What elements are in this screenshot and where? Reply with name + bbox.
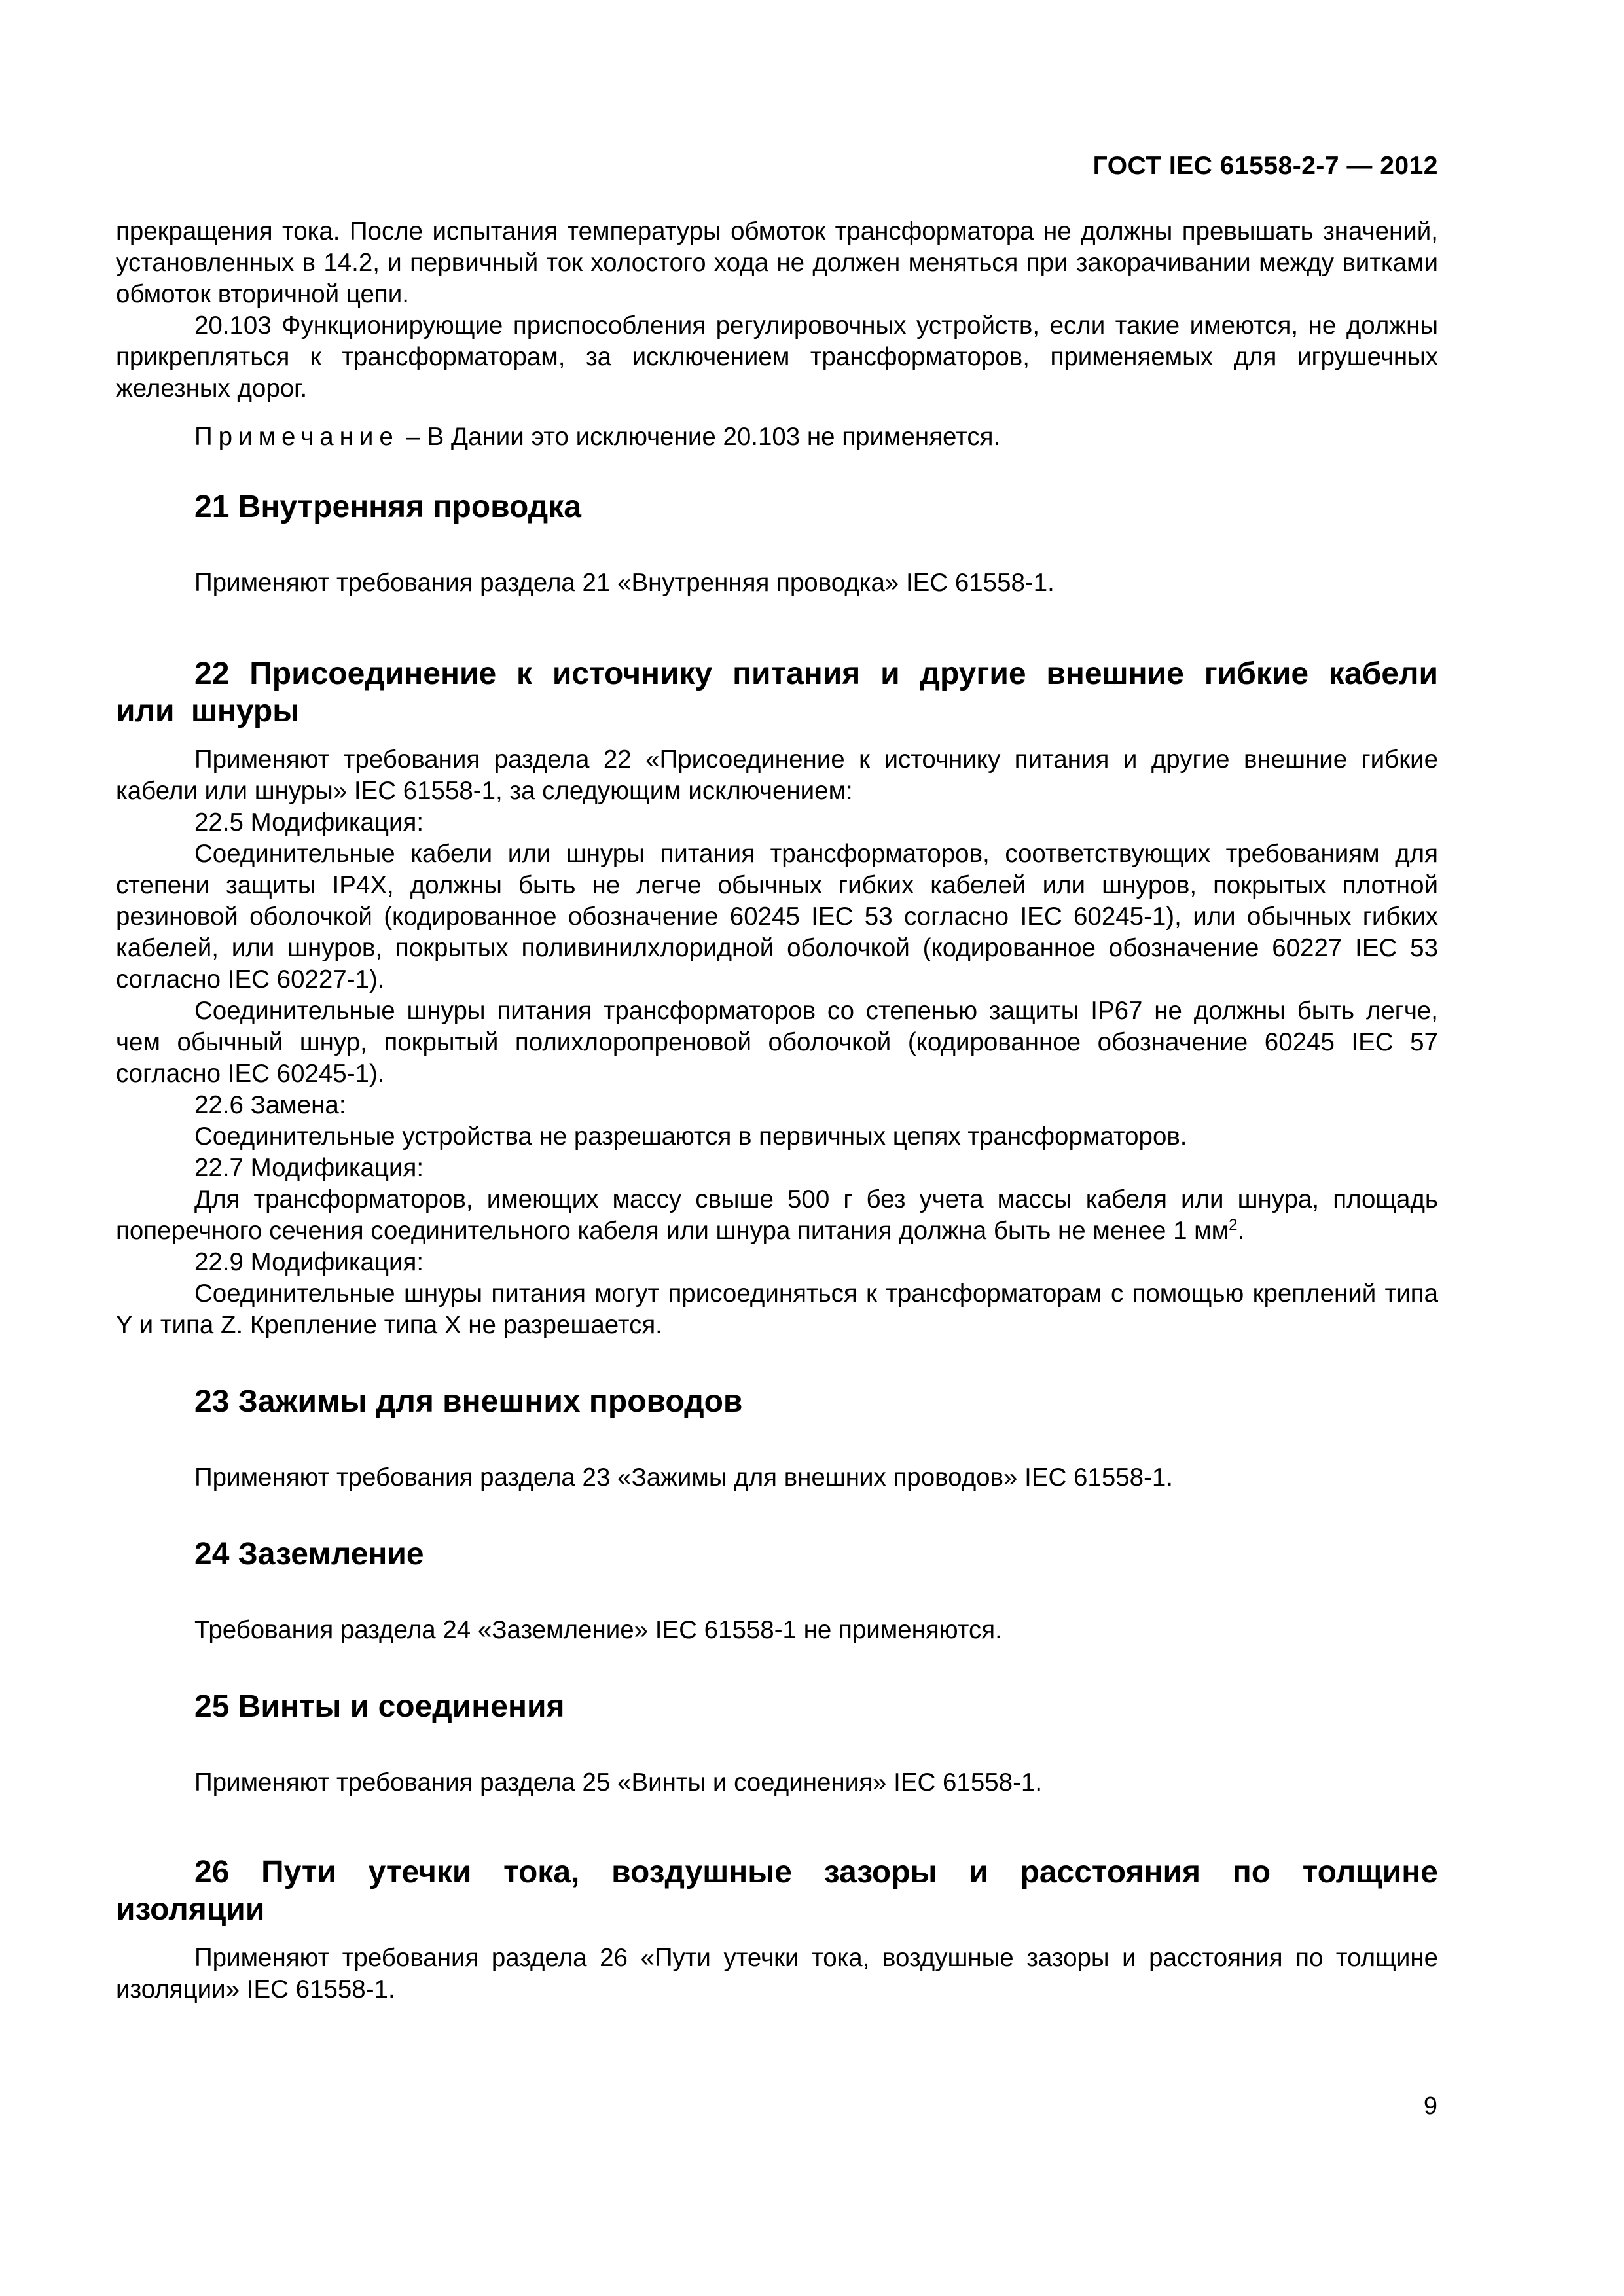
section-24-title: 24 Заземление xyxy=(194,1537,424,1571)
page-body xyxy=(116,216,1438,2005)
section-22-title: 22 Присоединение к источнику питания и другие внешние гибкие кабели или шнуры xyxy=(116,656,1438,728)
clause-22-9-paragraph: Соединительные шнуры питания могут присоединяться к трансформаторам с помощью креплений типа Y и типа Z. Крепление типа X не разрешается. xyxy=(116,1280,1438,1339)
superscript-2: 2 xyxy=(1229,1216,1238,1234)
clause-22-7-paragraph xyxy=(116,1184,1438,1247)
section-22-intro: Применяют требования раздела 22 «Присоединение к источнику питания и другие внешние гибкие кабели или шнуры» IEC 61558-1, за следующим исключением: xyxy=(116,745,1438,805)
clause-22-5-label: 22.5 Модификация: xyxy=(194,808,424,836)
section-23-title: 23 Зажимы для внешних проводов xyxy=(194,1384,743,1419)
section-26-title: 26 Пути утечки тока, воздушные зазоры и расстояния по толщине изоляции xyxy=(116,1855,1438,1927)
section-21-title: 21 Внутренняя проводка xyxy=(194,490,581,524)
document-header: ГОСТ IEC 61558-2-7 — 2012 xyxy=(1092,152,1438,180)
clause-22-7-end: . xyxy=(1237,1217,1245,1245)
clause-22-5-paragraph-1: Соединительные кабели или шнуры питания трансформаторов, соответствующих требованиям для степени защиты IP4X, должны быть не легче обычных гибких кабелей или шнуров, покрытых плотной резиновой оболочкой (кодированное обозначение 60245 IEC 53 согласно IEC 60245-1), или обычных гибких кабелей, или шнуров, покрытых поливинилхлоридной оболочкой (кодированное обозначение 60227 IEC 53 согласно IEC 60227-1). xyxy=(116,840,1438,994)
clause-22-7-label: 22.7 Модификация: xyxy=(194,1154,424,1182)
section-23-text: Применяют требования раздела 23 «Зажимы для внешних проводов» IEC 61558-1. xyxy=(194,1463,1173,1492)
note-label: Примечание xyxy=(194,423,399,451)
section-21-text: Применяют требования раздела 21 «Внутренняя проводка» IEC 61558-1. xyxy=(194,569,1055,597)
note-text: – В Дании это исключение 20.103 не применяется. xyxy=(399,423,1001,451)
clause-22-5-paragraph-2: Соединительные шнуры питания трансформаторов со степенью защиты IP67 не должны быть легче, чем обычный шнур, покрытый полихлоропреновой оболочкой (кодированное обозначение 60245 IEC 57 согласно IEC 60245-1). xyxy=(116,997,1438,1088)
paragraph-continuation: прекращения тока. После испытания температуры обмоток трансформатора не должны превышать значений, установленных в 14.2, и первичный ток холостого хода не должен меняться при закорачивании между витками обмоток вторичной цепи. xyxy=(116,217,1438,308)
section-25-title: 25 Винты и соединения xyxy=(194,1689,565,1724)
section-26-text: Применяют требования раздела 26 «Пути утечки тока, воздушные зазоры и расстояния по толщине изоляции» IEC 61558-1. xyxy=(116,1944,1438,2003)
clause-22-7-text: Для трансформаторов, имеющих массу свыше 500 г без учета массы кабеля или шнура, площадь поперечного сечения соединительного кабеля или шнура питания должна быть не менее 1 мм xyxy=(116,1185,1438,1245)
clause-22-6-label: 22.6 Замена: xyxy=(194,1091,346,1119)
section-24-text: Требования раздела 24 «Заземление» IEC 61558-1 не применяются. xyxy=(194,1616,1002,1644)
paragraph-20-103: 20.103 Функционирующие приспособления регулировочных устройств, если такие имеются, не должны прикрепляться к трансформаторам, за исключением трансформаторов, применяемых для игрушечных железных дорог. xyxy=(116,312,1438,403)
note xyxy=(116,422,1438,453)
section-25-text: Применяют требования раздела 25 «Винты и соединения» IEC 61558-1. xyxy=(194,1768,1043,1797)
page-number: 9 xyxy=(1423,2092,1437,2120)
clause-22-9-label: 22.9 Модификация: xyxy=(194,1248,424,1276)
clause-22-6-paragraph: Соединительные устройства не разрешаются в первичных цепях трансформаторов. xyxy=(194,1122,1187,1151)
